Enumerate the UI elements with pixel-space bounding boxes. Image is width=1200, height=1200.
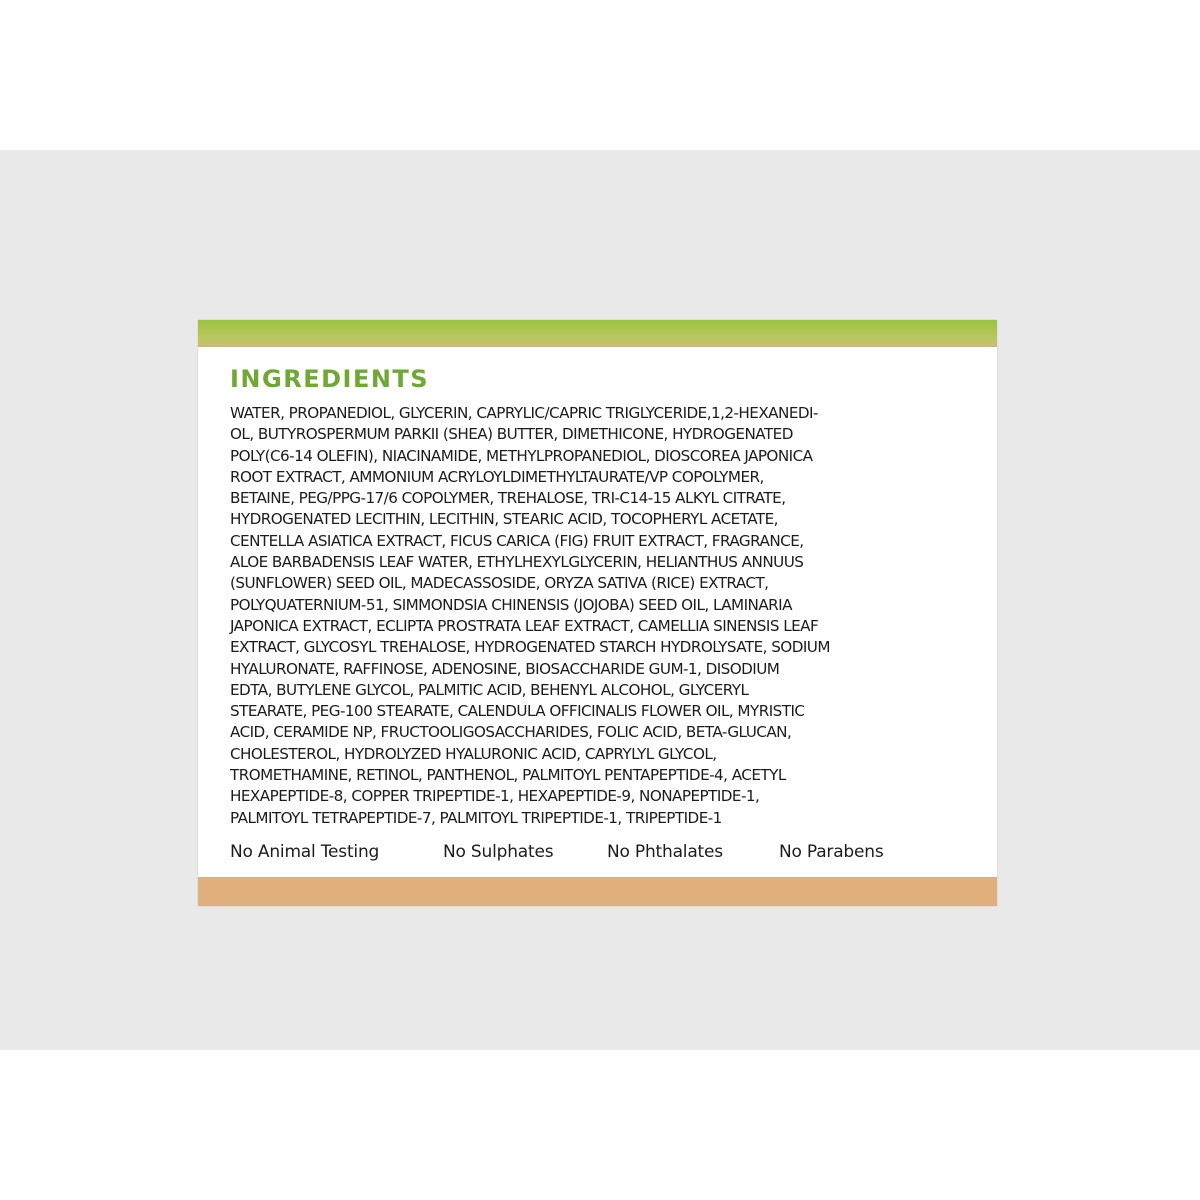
ingredient-line: JAPONICA EXTRACT, ECLIPTA PROSTRATA LEAF EXTRACT, CAMELLIA SINENSIS LEAF — [230, 616, 819, 635]
ingredient-line: PALMITOYL TETRAPEPTIDE-7, PALMITOYL TRIPEPTIDE-1, TRIPEPTIDE-1 — [230, 808, 722, 827]
ingredient-line: POLYQUATERNIUM-51, SIMMONDSIA CHINENSIS (JOJOBA) SEED OIL, LAMINARIA — [230, 595, 792, 614]
claim-no-phthalates: No Phthalates — [607, 842, 723, 862]
ingredient-line: CENTELLA ASIATICA EXTRACT, FICUS CARICA (FIG) FRUIT EXTRACT, FRAGRANCE, — [230, 531, 804, 550]
ingredients-heading: INGREDIENTS — [230, 365, 430, 393]
ingredient-line: STEARATE, PEG-100 STEARATE, CALENDULA OFFICINALIS FLOWER OIL, MYRISTIC — [230, 702, 805, 721]
ingredient-line: CHOLESTEROL, HYDROLYZED HYALURONIC ACID, CAPRYLYL GLYCOL, — [230, 744, 717, 763]
claim-no-sulphates: No Sulphates — [443, 842, 554, 862]
claim-no-parabens: No Parabens — [779, 842, 884, 862]
ingredient-line: EXTRACT, GLYCOSYL TREHALOSE, HYDROGENATED STARCH HYDROLYSATE, SODIUM — [230, 638, 830, 657]
ingredient-line: ROOT EXTRACT, AMMONIUM ACRYLOYLDIMETHYLTAURATE/VP COPOLYMER, — [230, 467, 764, 486]
ingredient-line: POLY(C6-14 OLEFIN), NIACINAMIDE, METHYLPROPANEDIOL, DIOSCOREA JAPONICA — [230, 446, 813, 465]
ingredient-line: EDTA, BUTYLENE GLYCOL, PALMITIC ACID, BEHENYL ALCOHOL, GLYCERYL — [230, 680, 749, 699]
ingredient-line: HEXAPEPTIDE-8, COPPER TRIPEPTIDE-1, HEXAPEPTIDE-9, NONAPEPTIDE-1, — [230, 787, 760, 806]
ingredient-line: HYDROGENATED LECITHIN, LECITHIN, STEARIC ACID, TOCOPHERYL ACETATE, — [230, 510, 778, 529]
ingredient-line: BETAINE, PEG/PPG-17/6 COPOLYMER, TREHALOSE, TRI-C14-15 ALKYL CITRATE, — [230, 489, 786, 508]
product-box-side — [198, 320, 997, 906]
ingredient-line: WATER, PROPANEDIOL, GLYCERIN, CAPRYLIC/CAPRIC TRIGLYCERIDE,1,2-HEXANEDI- — [230, 404, 818, 422]
ingredient-line: OL, BUTYROSPERMUM PARKII (SHEA) BUTTER, DIMETHICONE, HYDROGENATED — [230, 425, 793, 444]
ingredient-line: HYALURONATE, RAFFINOSE, ADENOSINE, BIOSACCHARIDE GUM-1, DISODIUM — [230, 659, 780, 678]
ingredient-line: (SUNFLOWER) SEED OIL, MADECASSOSIDE, ORYZA SATIVA (RICE) EXTRACT, — [230, 574, 769, 593]
product-claims — [230, 840, 919, 864]
ingredients-label — [198, 346, 997, 878]
ingredient-line: ACID, CERAMIDE NP, FRUCTOOLIGOSACCHARIDES, FOLIC ACID, BETA-GLUCAN, — [230, 723, 792, 742]
ingredient-line: ALOE BARBADENSIS LEAF WATER, ETHYLHEXYLGLYCERIN, HELIANTHUS ANNUUS — [230, 553, 804, 572]
ingredient-line: TROMETHAMINE, RETINOL, PANTHENOL, PALMITOYL PENTAPEPTIDE-4, ACETYL — [230, 766, 786, 785]
claim-no-animal-testing: No Animal Testing — [230, 842, 380, 862]
ingredients-list — [230, 403, 980, 829]
